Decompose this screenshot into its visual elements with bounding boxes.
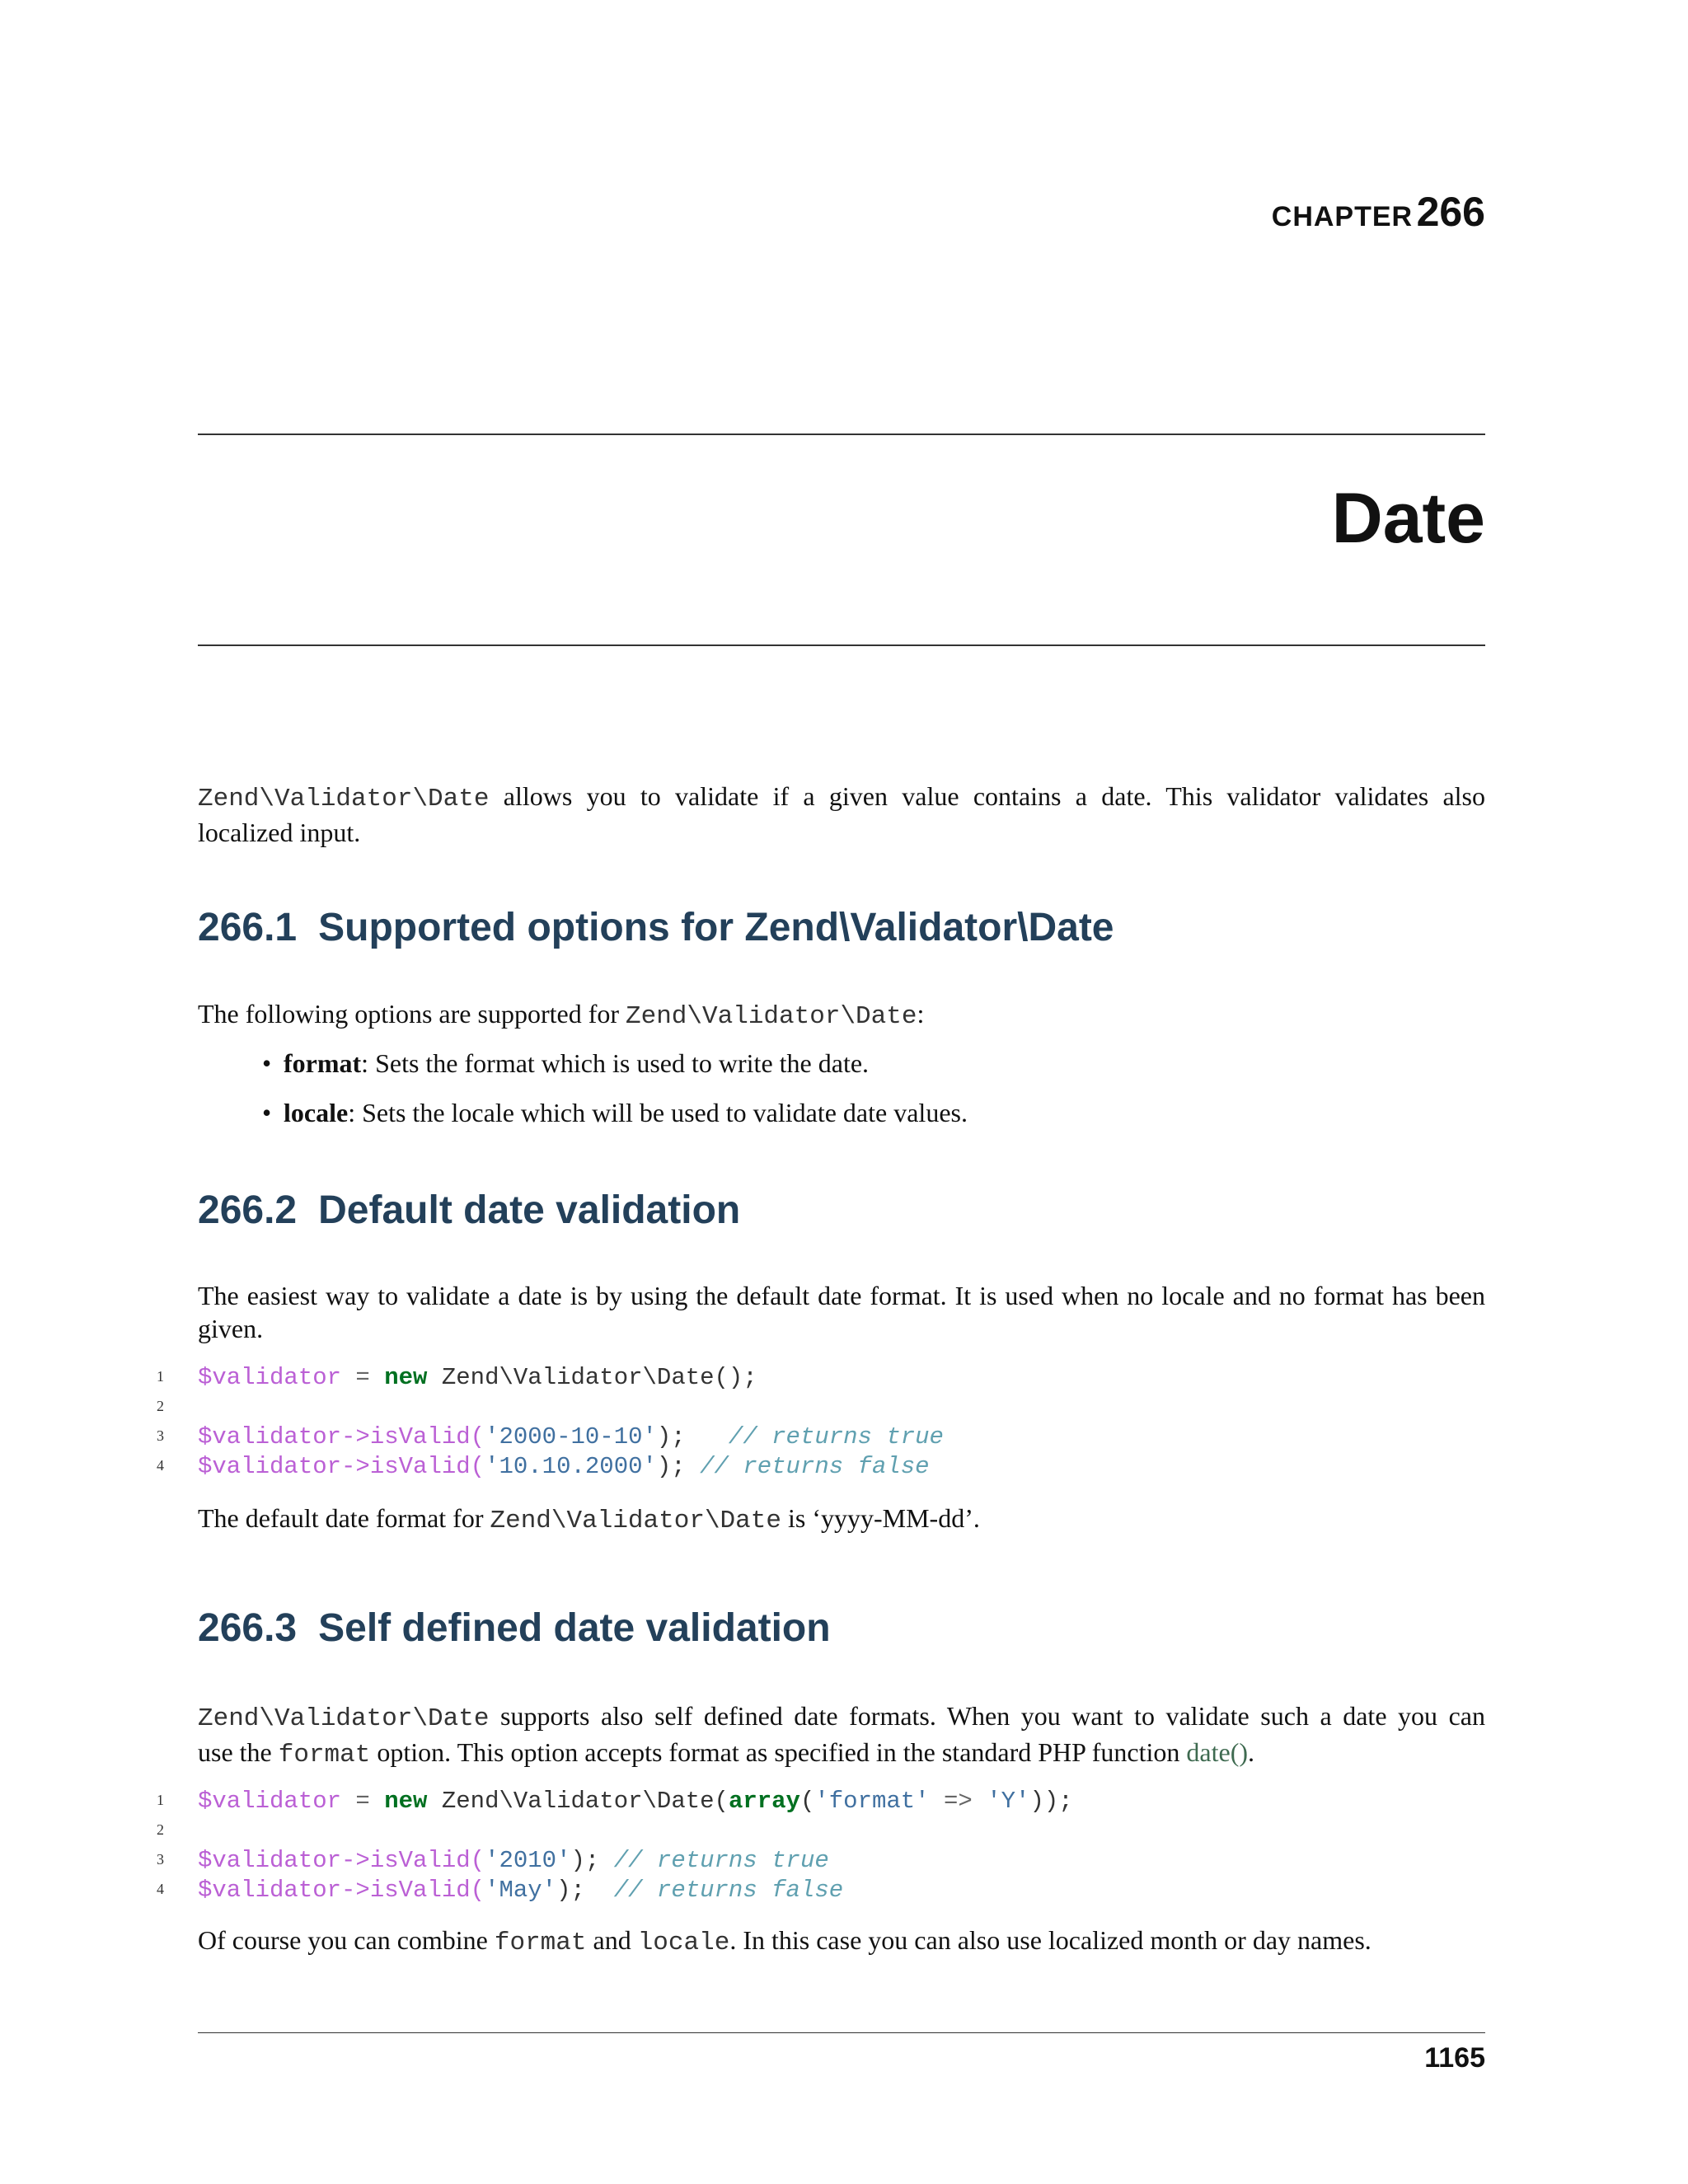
line-number: 3 — [157, 1851, 164, 1868]
code-string: '2000-10-10' — [485, 1423, 657, 1451]
code-comment: // returns false — [613, 1877, 844, 1904]
intro-class-name: Zend\Validator\Date — [198, 785, 490, 813]
code-string: '2010' — [485, 1847, 571, 1874]
code-line — [198, 1876, 843, 1905]
bullet-icon: • — [262, 1048, 272, 1078]
code-text: Zend\Validator\Date(); — [427, 1364, 757, 1391]
code-var: $validator — [198, 1364, 342, 1391]
section-heading-266-1 — [198, 905, 1114, 950]
code-string: '10.10.2000' — [485, 1453, 657, 1480]
section-title: Default date validation — [318, 1188, 741, 1232]
date-function-link[interactable]: date() — [1186, 1737, 1249, 1767]
para-text: supports also self defined date formats. When you want to validate such a date you can — [489, 1701, 1485, 1731]
code-var: $validator->isValid( — [198, 1877, 485, 1904]
note-text: The default date format for — [198, 1503, 490, 1533]
code-comment: // returns false — [700, 1453, 930, 1480]
note-end: . In this case you can also use localized month or day names. — [729, 1925, 1372, 1955]
code-text: ); — [556, 1877, 614, 1904]
code-keyword: new — [384, 1788, 428, 1815]
code-text: ( — [799, 1788, 815, 1815]
list-item — [262, 1096, 968, 1129]
line-number: 4 — [157, 1457, 164, 1474]
section-title: Self defined date validation — [318, 1606, 831, 1650]
section-number: 266.3 — [198, 1606, 298, 1650]
para-end: . — [1248, 1737, 1255, 1767]
option-desc: : Sets the locale which will be used to validate date values. — [348, 1098, 968, 1127]
combine-note — [198, 1924, 1485, 1960]
option-term: locale — [284, 1098, 349, 1127]
code-string: 'May' — [485, 1877, 557, 1904]
line-number: 1 — [157, 1368, 164, 1385]
code-var: $validator->isValid( — [198, 1453, 485, 1480]
page — [157, 0, 1485, 2184]
self-defined-paragraph — [198, 1699, 1485, 1772]
code-text: ); — [656, 1423, 729, 1451]
para-code: format — [278, 1741, 371, 1769]
note-end: is ‘yyyy-MM-dd’. — [781, 1503, 980, 1533]
code-var: $validator — [198, 1788, 342, 1815]
code-var: $validator->isValid( — [198, 1847, 485, 1874]
code-comment: // returns true — [728, 1423, 944, 1451]
section-number: 266.2 — [198, 1188, 298, 1232]
options-list — [262, 1047, 968, 1146]
code-keyword: array — [728, 1788, 800, 1815]
options-lead-end: : — [917, 999, 925, 1029]
code-string: 'format' — [814, 1788, 930, 1815]
chapter-label: CHAPTER — [1271, 201, 1414, 232]
code-op: => — [929, 1788, 987, 1815]
options-lead-text: The following options are supported for — [198, 999, 626, 1029]
section-title: Supported options for Zend\Validator\Date — [318, 906, 1114, 949]
code-line — [198, 1787, 1073, 1816]
para-text: use the — [198, 1737, 279, 1767]
code-text: ); — [656, 1453, 701, 1480]
code-text: ); — [570, 1847, 614, 1874]
note-text: Of course you can combine — [198, 1925, 495, 1955]
code-keyword: new — [384, 1364, 428, 1391]
options-lead-code: Zend\Validator\Date — [626, 1002, 917, 1031]
footer-rule — [198, 2032, 1485, 2033]
para-line: The easiest way to validate a date is by using the default date format. It is used when no locale and no format has been — [198, 1281, 1485, 1310]
line-number: 2 — [157, 1821, 164, 1838]
code-text: Zend\Validator\Date( — [427, 1788, 729, 1815]
intro-text-line2: localized input. — [198, 818, 361, 847]
code-line — [198, 1846, 829, 1876]
code-text: )); — [1029, 1788, 1073, 1815]
intro-text-line1: allows you to validate if a given value contains a date. This validator validates also — [489, 781, 1485, 811]
intro-paragraph — [198, 780, 1485, 849]
code-var: $validator->isValid( — [198, 1423, 485, 1451]
top-rule — [198, 434, 1485, 435]
note-code: locale — [637, 1929, 730, 1957]
chapter-number: 266 — [1416, 189, 1485, 235]
section-heading-266-2 — [198, 1188, 740, 1233]
line-number: 1 — [157, 1792, 164, 1808]
option-desc: : Sets the format which is used to write the date. — [361, 1048, 870, 1078]
note-code: Zend\Validator\Date — [490, 1507, 781, 1535]
option-term: format — [284, 1048, 362, 1078]
para-text: option. This option accepts format as specified in the standard PHP function — [370, 1737, 1187, 1767]
section-number: 266.1 — [198, 906, 298, 949]
code-op: = — [341, 1364, 385, 1391]
para-code: Zend\Validator\Date — [198, 1704, 490, 1733]
code-line — [198, 1452, 930, 1482]
section-heading-266-3 — [198, 1605, 831, 1651]
note-text: and — [586, 1925, 638, 1955]
title-rule — [198, 644, 1485, 646]
code-line — [198, 1422, 944, 1452]
bullet-icon: • — [262, 1098, 272, 1127]
options-lead — [198, 997, 1485, 1033]
code-line — [198, 1363, 757, 1393]
page-title: Date — [1331, 479, 1485, 558]
page-number: 1165 — [1424, 2042, 1485, 2074]
line-number: 3 — [157, 1427, 164, 1444]
default-validation-paragraph — [198, 1279, 1485, 1345]
list-item — [262, 1047, 968, 1080]
code-string: 'Y' — [987, 1788, 1030, 1815]
para-line: given. — [198, 1314, 264, 1343]
line-number: 4 — [157, 1881, 164, 1897]
line-number: 2 — [157, 1398, 164, 1414]
note-code: format — [494, 1929, 587, 1957]
code-comment: // returns true — [613, 1847, 829, 1874]
chapter-heading — [1272, 188, 1485, 236]
code-op: = — [341, 1788, 385, 1815]
default-format-note — [198, 1502, 1485, 1538]
